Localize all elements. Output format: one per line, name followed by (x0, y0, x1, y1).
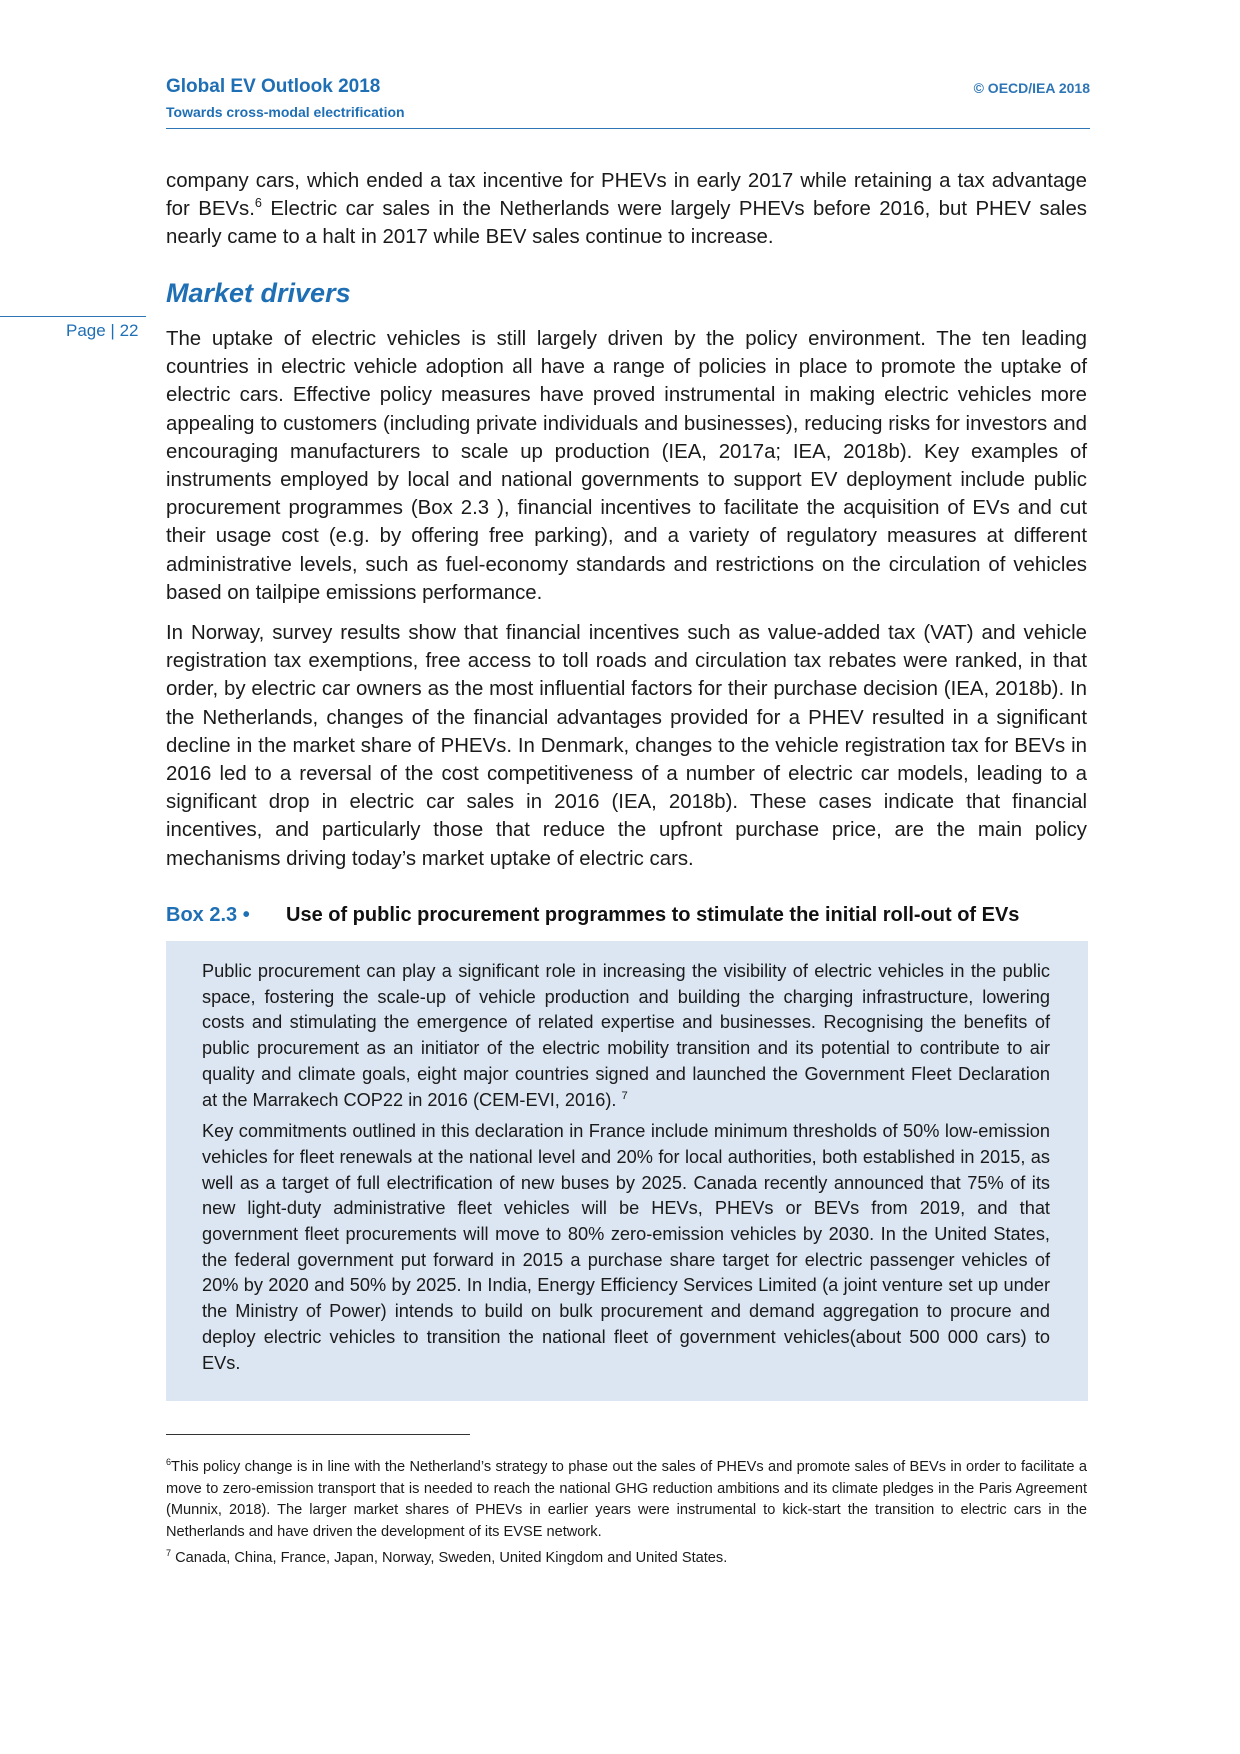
intro-text-a: company cars, which ended a tax incentive for PHEVs in early 2017 while retaining a tax advantage for BEVs. (166, 170, 1087, 221)
footnote-6 (166, 1457, 1087, 1543)
box-title: Use of public procurement programmes to stimulate the initial roll-out of EVs (286, 904, 1020, 926)
footnote-number: 6 (166, 1457, 172, 1468)
box-content (202, 959, 1050, 1382)
footnote-ref-6[interactable]: 6 (254, 196, 262, 211)
box-number: Box 2.3 • (166, 904, 250, 926)
body-paragraph-1 (166, 325, 1087, 607)
copyright-notice: © OECD/IEA 2018 (973, 80, 1090, 96)
footnote-separator (166, 1434, 470, 1435)
intro-text-b: Electric car sales in the Netherlands were largely PHEVs before 2016, but PHEV sales nearly came to a halt in 2017 while BEV sales continue to increase. (166, 198, 1087, 249)
page-margin-rule (0, 316, 146, 317)
footnote-ref-7[interactable]: 7 (621, 1089, 628, 1102)
page-header (166, 74, 1090, 129)
chapter-subtitle: Towards cross-modal electrification (166, 104, 405, 120)
footnote-text: Canada, China, France, Japan, Norway, Sweden, United Kingdom and United States. (171, 1550, 728, 1566)
text-box (166, 941, 1088, 1401)
body-paragraph-2 (166, 619, 1087, 873)
report-title: Global EV Outlook 2018 (166, 76, 381, 97)
box-caption (166, 904, 1066, 927)
footnote-text: This policy change is in line with the Netherland’s strategy to phase out the sales of PHEVs and promote sales of BEVs in order to facilitate a move to zero-emission transport that is needed to reach the national GHG reduction ambitions and its climate pledges in the Paris Agreement (Munnix, 2018). The larger market shares of PHEVs in earlier years were instrumental to kick-start the transition to electric cars in the Netherlands and have driven the development of its EVSE network. (166, 1459, 1087, 1540)
section-heading: Market drivers (166, 278, 351, 308)
box-paragraph-1: Public procurement can play a significant role in increasing the visibility of electric vehicles in the public space, fostering the scale-up of vehicle production and building the charging infrastructure, lowering costs and stimulating the emergence of related expertise and businesses. Recognising the benefits of public procurement as an initiator of the electric mobility transition and its potential to contribute to air quality and climate goals, eight major countries signed and launched the Government Fleet Declaration at the Marrakech COP22 in 2016 (CEM-EVI, 2016). (202, 961, 1050, 1110)
box-paragraph-2: Key commitments outlined in this declaration in France include minimum thresholds of 50% low-emission vehicles for fleet renewals at the national level and 20% for local authorities, both established in 2015, as well as a target of full electrification of new buses by 2025. Canada recently announced that 75% of its new light-duty administrative fleet vehicles will be HEVs, PHEVs or BEVs from 2019, and that government fleet procurements will move to 80% zero-emission vehicles by 2030. In the United States, the federal government put forward in 2015 a purchase share target for electric passenger vehicles of 20% by 2020 and 50% by 2025. In India, Energy Efficiency Services Limited (a joint venture set up under the Ministry of Power) intends to build on bulk procurement and demand aggregation to procure and deploy electric vehicles to transition the national fleet of government vehicles(about 500 000 cars) to EVs. (202, 1121, 1050, 1373)
page-number: Page | 22 (66, 321, 139, 340)
footnote-7 (166, 1548, 1087, 1570)
paragraph-text: In Norway, survey results show that financial incentives such as value-added tax (VAT) and vehicle registration tax exemptions, free access to toll roads and circulation tax rebates were ranked, in that order, by electric car owners as the most influential factors for their purchase decision (IEA, 2018b). In the Netherlands, changes of the financial advantages provided for a PHEV resulted in a significant decline in the market share of PHEVs. In Denmark, changes to the vehicle registration tax for BEVs in 2016 led to a reversal of the cost competitiveness of a number of electric car models, leading to a significant drop in electric car sales in 2016 (IEA, 2018b). These cases indicate that financial incentives, and particularly those that reduce the upfront purchase price, are the main policy mechanisms driving today’s market uptake of electric cars. (166, 622, 1087, 870)
footnote-number: 7 (166, 1548, 172, 1559)
footnotes (166, 1457, 1087, 1575)
intro-paragraph (166, 167, 1087, 252)
paragraph-text: The uptake of electric vehicles is still largely driven by the policy environment. The ten leading countries in electric vehicle adoption all have a range of policies in place to promote the uptake of electric cars. Effective policy measures have proved instrumental in making electric vehicles more appealing to customers (including private individuals and businesses), reducing risks for investors and encouraging manufacturers to scale up production (IEA, 2017a; IEA, 2018b). Key examples of instruments employed by local and national governments to support EV deployment include public procurement programmes (Box 2.3 ), financial incentives to facilitate the acquisition of EVs and cut their usage cost (e.g. by offering free parking), and a variety of regulatory measures at different administrative levels, such as fuel-economy standards and restrictions on the circulation of vehicles based on tailpipe emissions performance. (166, 328, 1087, 604)
